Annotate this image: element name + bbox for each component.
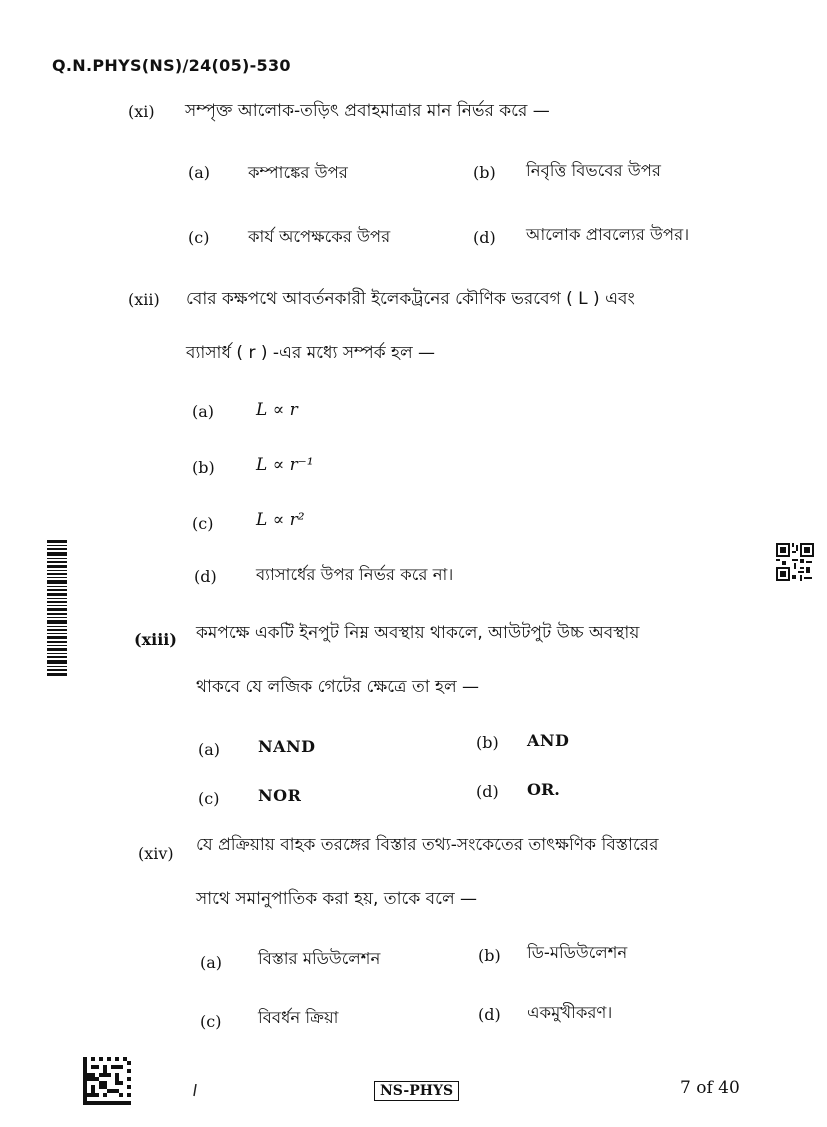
option-formula: L ∝ r⁻¹ (256, 455, 314, 475)
option-label: (a) (188, 163, 211, 182)
option-text: বিবর্ধন ক্রিয়া (258, 1008, 339, 1027)
barcode-icon (47, 540, 67, 678)
question-number-xiii: (xiii) (134, 630, 177, 649)
option-label: (d) (194, 567, 217, 586)
option-text: নিবৃত্তি বিভবের উপর (526, 161, 661, 180)
option-text: বিস্তার মডিউলেশন (258, 949, 381, 968)
question-paper-code: Q.N.PHYS(NS)/24(05)-530 (52, 56, 291, 75)
qr-code-icon (776, 543, 814, 581)
question-text-xiii-line1: কমপক্ষে একটি ইনপুট নিম্ন অবস্থায় থাকলে, আউটপুট উচ্চ অবস্থায় (196, 623, 640, 643)
pen-mark (192, 1083, 198, 1097)
option-label: (b) (476, 733, 499, 752)
question-text-xiii-line2: থাকবে যে লজিক গেটের ক্ষেত্রে তা হল — (196, 677, 480, 697)
option-label: (d) (473, 228, 496, 247)
option-text: কার্য অপেক্ষকের উপর (248, 227, 391, 246)
question-number-xiv: (xiv) (138, 844, 174, 863)
datamatrix-code-icon (83, 1057, 131, 1105)
option-text: NOR (258, 786, 302, 805)
option-text: AND (527, 731, 570, 750)
option-label: (a) (192, 402, 215, 421)
option-label: (a) (198, 740, 221, 759)
question-number-xi: (xi) (128, 102, 155, 121)
option-label: (d) (476, 782, 499, 801)
option-label: (b) (473, 163, 496, 182)
option-text: ডি-মডিউলেশন (527, 943, 628, 962)
option-formula: L ∝ r (256, 400, 298, 420)
question-number-xii: (xii) (128, 290, 160, 309)
subject-code-badge: NS-PHYS (374, 1081, 459, 1101)
option-label: (a) (200, 953, 223, 972)
page-number: 7 of 40 (680, 1078, 740, 1098)
option-label: (c) (188, 228, 210, 247)
question-text-xiv-line2: সাথে সমানুপাতিক করা হয়, তাকে বলে — (196, 889, 478, 909)
option-label: (b) (478, 946, 501, 965)
option-label: (b) (192, 458, 215, 477)
question-text-xi: সম্পৃক্ত আলোক-তড়িৎ প্রবাহমাত্রার মান নির্ভর করে — (185, 101, 550, 121)
question-text-xii-line2: ব্যাসার্ধ ( r ) -এর মধ্যে সম্পর্ক হল — (186, 343, 436, 363)
option-text: OR. (527, 780, 560, 799)
question-text-xiv-line1: যে প্রক্রিয়ায় বাহক তরঙ্গের বিস্তার তথ্য-সংকেতের তাৎক্ষণিক বিস্তারের (196, 835, 659, 855)
option-text: একমুখীকরণ। (527, 1003, 613, 1022)
option-text: আলোক প্রাবল্যের উপর। (526, 225, 690, 244)
option-label: (d) (478, 1005, 501, 1024)
option-text: NAND (258, 737, 316, 756)
option-text: কম্পাঙ্কের উপর (248, 163, 348, 182)
option-formula: L ∝ r² (256, 510, 305, 530)
option-label: (c) (192, 514, 214, 533)
option-label: (c) (198, 789, 220, 808)
question-text-xii-line1: বোর কক্ষপথে আবর্তনকারী ইলেকট্রনের কৌণিক ভরবেগ ( L ) এবং (186, 289, 635, 309)
option-text: ব্যাসার্ধের উপর নির্ভর করে না। (256, 565, 454, 584)
option-label: (c) (200, 1012, 222, 1031)
